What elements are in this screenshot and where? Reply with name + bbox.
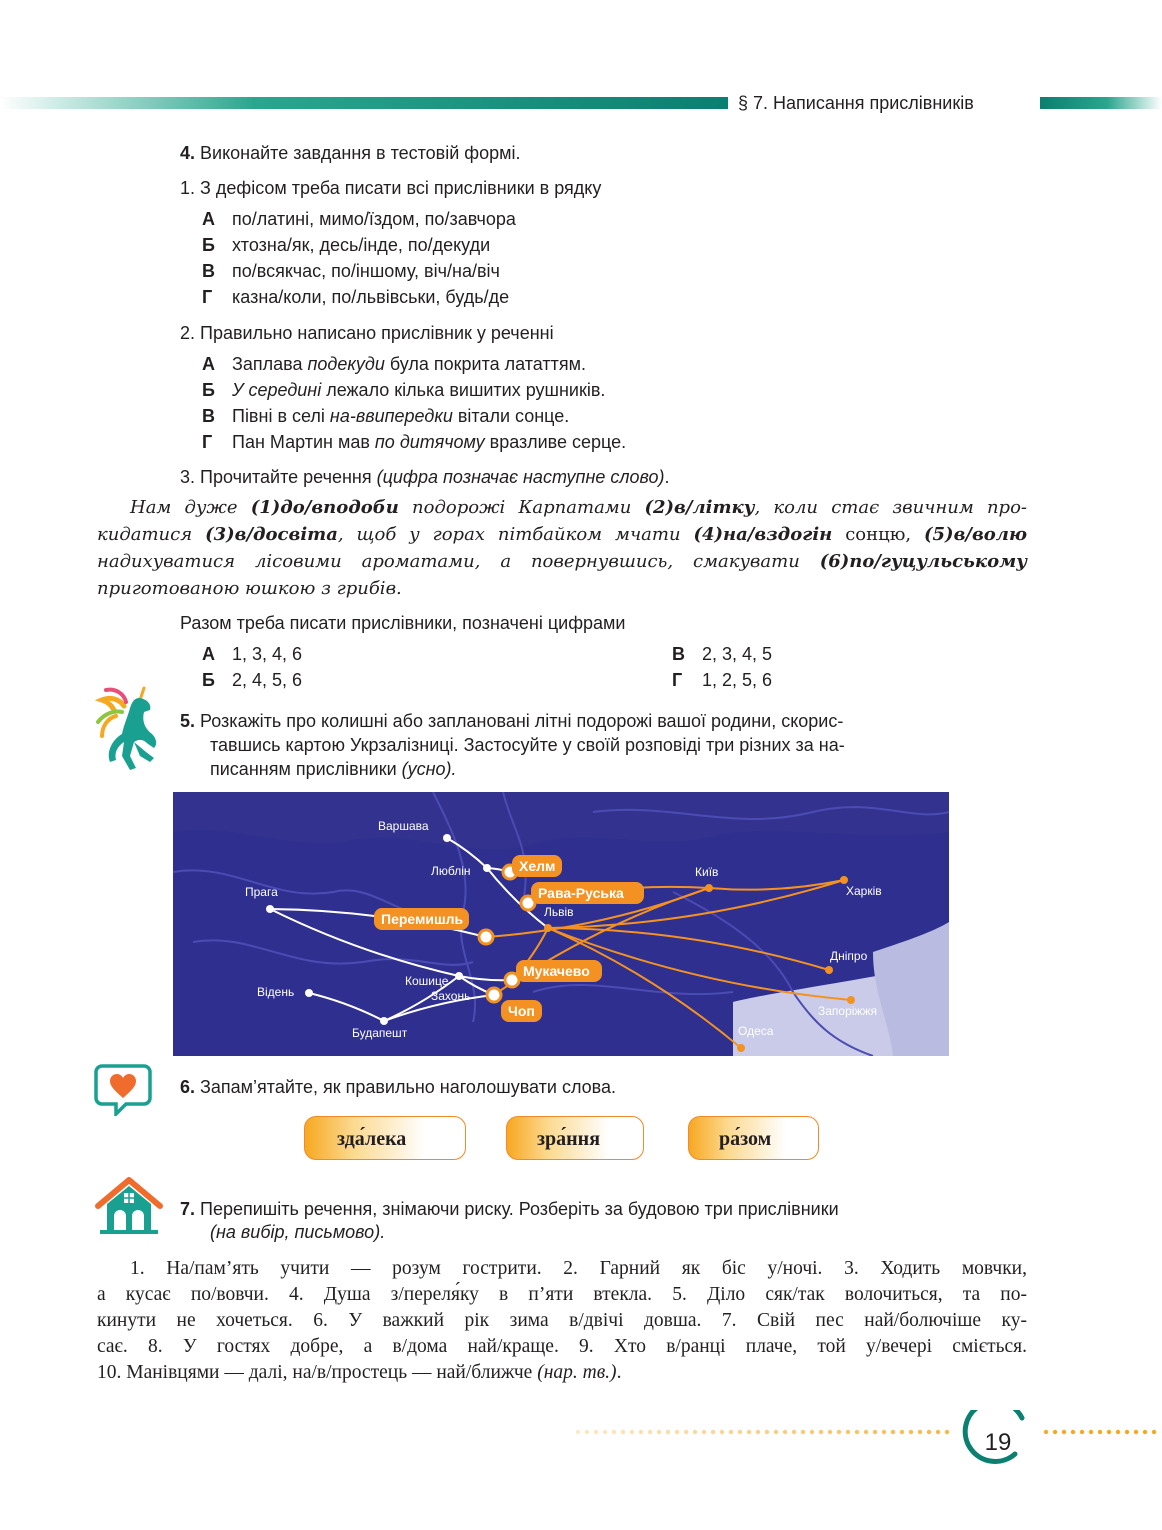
task-7-line: 7. Перепишіть речення, знімаючи риску. Розберіть за будовою три прислівники	[180, 1199, 839, 1219]
task-number: 6.	[180, 1077, 196, 1097]
footer-dot	[657, 1430, 661, 1434]
footer-dot	[720, 1430, 724, 1434]
option-d: Г казна/коли, по/львівськи, будь/де	[202, 287, 510, 307]
footer-dot	[918, 1430, 922, 1434]
footer-dot	[819, 1430, 823, 1434]
footer-dot	[639, 1430, 643, 1434]
header-band	[0, 97, 728, 109]
city-label: Люблін	[431, 864, 471, 878]
footer-dot	[1107, 1430, 1111, 1434]
task-6-heading: 6. Запам’ятайте, як правильно наголошувати слова.	[180, 1077, 617, 1097]
footer-dot	[945, 1430, 949, 1434]
footer-dot	[747, 1430, 751, 1434]
question-2: 2. Правильно написано прислівник у реченні	[180, 323, 554, 343]
footer-dot	[837, 1430, 841, 1434]
footer-dot	[594, 1430, 598, 1434]
footer-dot	[666, 1430, 670, 1434]
railway-map	[173, 792, 949, 1056]
option-a: А Заплава подекуди була покрита лататтям.	[202, 354, 587, 374]
answer-prompt: Разом треба писати прислівники, позначені цифрами	[180, 613, 626, 633]
city-dot	[840, 876, 848, 884]
heart-chat-icon	[94, 1062, 152, 1116]
footer-dot	[1062, 1430, 1066, 1434]
footer-dot	[891, 1430, 895, 1434]
city-dot	[847, 996, 855, 1004]
footer-dot	[927, 1430, 931, 1434]
proverbs-line: сає. 8. У гостях добре, а в/дома най/краще. 9. Хто в/ранці плаче, той у/вечері сміється.	[97, 1336, 1027, 1357]
city-label: Мукачево	[523, 963, 590, 979]
footer-dot	[783, 1430, 787, 1434]
footer-dot	[1134, 1430, 1138, 1434]
footer-dot	[1089, 1430, 1093, 1434]
passage-line: приготованою юшкою з грибів.	[97, 578, 402, 599]
city-label: Кошице	[405, 974, 449, 988]
footer-dot	[1044, 1430, 1048, 1434]
city-dot	[305, 989, 313, 997]
footer-dot	[756, 1430, 760, 1434]
footer-dot	[702, 1430, 706, 1434]
footer-dot	[738, 1430, 742, 1434]
footer-dot	[774, 1430, 778, 1434]
footer-dot	[828, 1430, 832, 1434]
city-label: Дніпро	[830, 949, 868, 963]
footer-dot	[810, 1430, 814, 1434]
task-4-heading	[180, 142, 521, 164]
footer-dot	[711, 1430, 715, 1434]
footer-dot	[1152, 1430, 1156, 1434]
house-icon	[94, 1176, 164, 1236]
footer-dot	[873, 1430, 877, 1434]
city-dot	[380, 1017, 388, 1025]
proverbs-line: кинути не хочеться. 6. У важкий рік зима в/двічі довша. 7. Свій пес най/болючіше ку-	[97, 1310, 1027, 1331]
footer-decoration	[570, 1410, 1160, 1470]
option-d: Г Пан Мартин мав по дитячому вразливе серце.	[202, 432, 627, 452]
footer-dot	[855, 1430, 859, 1434]
stress-word-card: зда́лека	[304, 1116, 466, 1160]
unicorn-icon	[94, 686, 168, 774]
city-dot	[443, 834, 451, 842]
footer-dot	[900, 1430, 904, 1434]
option-c: В по/всякчас, по/іншому, віч/на/віч	[202, 261, 500, 281]
footer-dot	[648, 1430, 652, 1434]
task-number: 4.	[180, 143, 196, 163]
task-7-line: (на вибір, письмово).	[210, 1222, 386, 1242]
proverbs-line: 1. На/пам’ять учити — розум гострити. 2. Гарний як біс у/ночі. 3. Ходить мовчки,	[130, 1258, 1027, 1279]
task-number: 7.	[180, 1199, 196, 1219]
option-c: В 2, 3, 4, 5	[672, 644, 773, 664]
footer-dot	[1143, 1430, 1147, 1434]
header-band	[1040, 97, 1162, 109]
question-3: 3. Прочитайте речення (цифра позначає наступне слово).	[180, 467, 670, 487]
proverbs-line: 10. Манівцями — далі, на/в/простець — най/ближче (нар. тв.).	[97, 1362, 622, 1383]
city-label: Одеса	[738, 1024, 774, 1038]
proverbs-line: а кусає по/вовчи. 4. Душа з/переля́ку в п’яти втекла. 5. Діло сяк/так волочиться, та по-	[97, 1284, 1027, 1305]
city-label: Запоріжжя	[818, 1004, 877, 1018]
question-1: 1. З дефісом треба писати всі прислівники в рядку	[180, 178, 602, 198]
footer-dot	[765, 1430, 769, 1434]
footer-dot	[1125, 1430, 1129, 1434]
footer-dot	[1116, 1430, 1120, 1434]
task-text: Виконайте завдання в тестовій формі.	[200, 143, 521, 163]
option-d: Г 1, 2, 5, 6	[672, 670, 773, 690]
footer-dot	[1098, 1430, 1102, 1434]
city-label: Відень	[257, 985, 295, 999]
footer-dot	[585, 1430, 589, 1434]
footer-dot	[576, 1430, 580, 1434]
option-a: А 1, 3, 4, 6	[202, 644, 303, 664]
footer-dot	[909, 1430, 913, 1434]
stress-word-card: зра́ння	[506, 1116, 644, 1160]
section-title: § 7. Написання прислівників	[738, 93, 974, 113]
passage-line: кидатися (3)в/досвіта, щоб у горах пітбайком мчати (4)на/вздогін сонцю, (5)в/волю	[97, 524, 1027, 545]
option-c: В Півні в селі на-ввипередки вітали сонце.	[202, 406, 570, 426]
city-label: Перемишль	[381, 911, 464, 927]
footer-dot	[801, 1430, 805, 1434]
city-label: Львів	[544, 905, 574, 919]
footer-dot	[936, 1430, 940, 1434]
task-5-line: тавшись картою Укрзалізниці. Застосуйте у своїй розповіді три різних за на-	[210, 735, 845, 755]
footer-dot	[1080, 1430, 1084, 1434]
city-dot	[483, 864, 491, 872]
footer-dot	[882, 1430, 886, 1434]
task-5-line: 5. Розкажіть про колишні або заплановані літні подорожі вашої родини, скорис-	[180, 711, 844, 731]
footer-dot	[864, 1430, 868, 1434]
stress-word-card: ра́зом	[688, 1116, 819, 1160]
city-label: Будапешт	[352, 1026, 408, 1040]
task-number: 5.	[180, 711, 196, 731]
option-b: Б хтозна/як, десь/інде, по/декуди	[202, 235, 491, 255]
city-dot	[266, 905, 274, 913]
city-dot	[825, 966, 833, 974]
city-dot	[705, 884, 713, 892]
city-dot	[544, 924, 552, 932]
footer-dot	[630, 1430, 634, 1434]
city-label: Хелм	[519, 858, 556, 874]
option-b: Б У середині лежало кілька вишитих рушників.	[202, 380, 606, 400]
page-number: 19	[984, 1429, 1012, 1456]
footer-dot	[684, 1430, 688, 1434]
footer-dot	[1071, 1430, 1075, 1434]
task-5-line: писанням прислівники (усно).	[210, 759, 457, 779]
passage-line: Нам дуже (1)до/вподоби подорожі Карпатами (2)в/літку, коли стає звичним про-	[130, 497, 1028, 518]
footer-dot	[612, 1430, 616, 1434]
city-label: Чоп	[508, 1003, 535, 1019]
footer-dot	[603, 1430, 607, 1434]
option-a: А по/латині, мимо/їздом, по/завчора	[202, 209, 516, 229]
city-label: Харків	[846, 884, 882, 898]
footer-dot	[792, 1430, 796, 1434]
city-dot	[479, 930, 493, 944]
dotted-line	[576, 1430, 1156, 1434]
footer-dot	[729, 1430, 733, 1434]
city-dot	[455, 972, 463, 980]
passage-line: надихуватися лісовими ароматами, а повернувшись, смакувати (6)по/гуцульському	[97, 551, 1027, 572]
city-label: Рава-Руська	[538, 885, 624, 901]
city-label: Прага	[245, 885, 278, 899]
footer-dot	[693, 1430, 697, 1434]
city-label: Варшава	[378, 819, 429, 833]
city-label: Київ	[695, 865, 719, 879]
option-b: Б 2, 4, 5, 6	[202, 670, 303, 690]
footer-dot	[1053, 1430, 1057, 1434]
city-label: Захонь	[431, 989, 471, 1003]
footer-dot	[621, 1430, 625, 1434]
city-dot	[737, 1044, 745, 1052]
footer-dot	[846, 1430, 850, 1434]
city-dot	[487, 988, 501, 1002]
footer-dot	[675, 1430, 679, 1434]
